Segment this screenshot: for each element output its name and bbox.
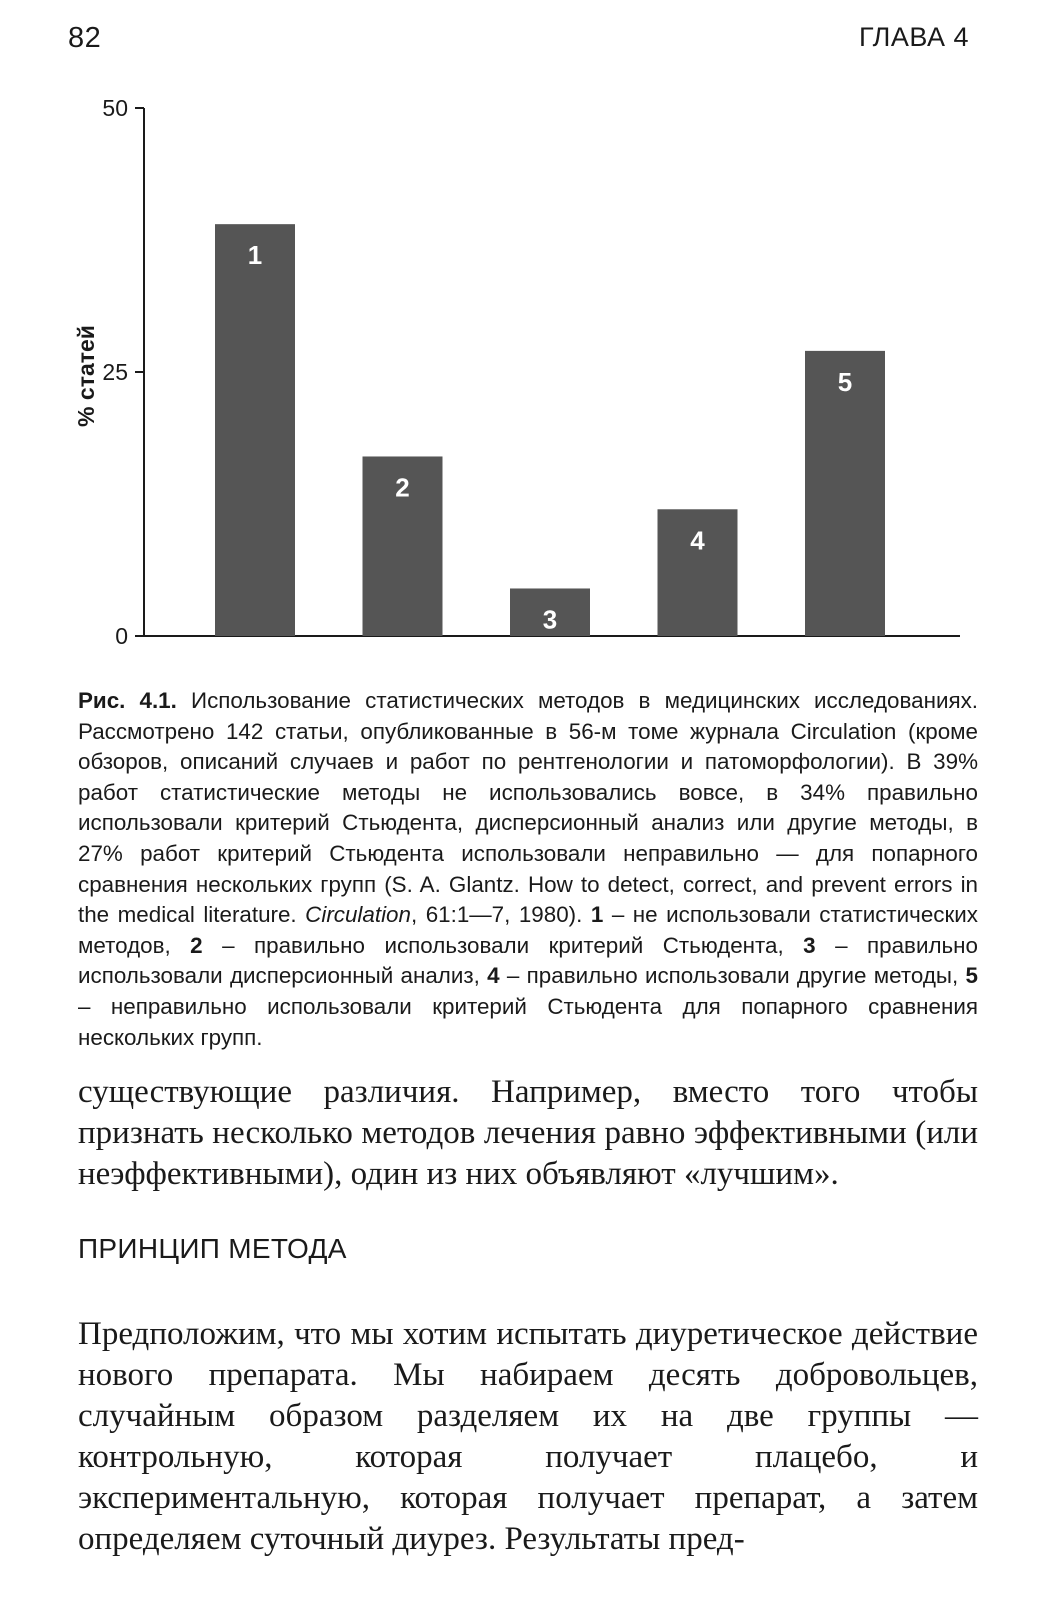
bar-label-5: 5 [837, 366, 853, 397]
bar-label-2: 2 [395, 472, 410, 503]
bar-1 [215, 224, 295, 636]
page-number: 82 [68, 22, 102, 54]
chart-bars [215, 224, 885, 636]
legend-key-1: 1 [590, 902, 604, 928]
legend-key-3: 3 [803, 932, 816, 958]
caption-journal: Circulation [305, 902, 411, 928]
body-paragraph-1: существующие различия. Например, вместо того чтобы признать несколько методов лечения равно эффективными (или неэффективными), один из них объявляют «лучшим». [78, 1074, 978, 1192]
bar-label-3: 3 [542, 604, 558, 635]
bar-label-4: 4 [690, 525, 705, 556]
section-heading: ПРИНЦИП МЕТОДА [78, 1233, 347, 1264]
caption-text-2: , 61:1—7, 1980). [410, 902, 591, 928]
legend-text-1: – не использовали статистических методов, [78, 902, 978, 958]
legend-key-2: 2 [190, 932, 203, 958]
legend-text-2: – правильно использовали критерий Стьюдента, [202, 932, 804, 958]
legend-text-3: – правильно использовали дисперсионный анализ, [78, 932, 978, 989]
bar-chart [60, 90, 970, 655]
body-paragraph-2: Предположим, что мы хотим испытать диуретическое действие нового препарата. Мы набираем десять добровольцев, случайным образом разделяем их на две группы — контрольную, которая получает плацебо, и экспериментальную, которая получает препарат, а затем определяем суточный диурез. Результаты пред- [78, 1316, 978, 1557]
bar-label-1: 1 [247, 240, 263, 271]
legend-key-5: 5 [965, 963, 978, 989]
chapter-header: ГЛАВА 4 [859, 22, 969, 52]
y-tick-label: 50 [102, 95, 128, 121]
figure-label: Рис. 4.1. [78, 688, 177, 713]
legend-text-5: – неправильно использовали критерий Стьюдента для попарного сравнения нескольких групп. [78, 993, 978, 1050]
y-axis-label: % статей [73, 325, 99, 427]
legend-text-4: – правильно использовали другие методы, [499, 963, 966, 989]
caption-text-1: Использование статистических методов в медицинских исследованиях. Рассмотрено 142 статьи, опубликованные в 56-м томе журнала Circulation (кроме обзоров, описаний случаев и работ по рентгенологии и патоморфологии). В 39% работ статистические методы не использовались вовсе, в 34% правильно использовали критерий Стьюдента, дисперсионный анализ или другие методы, в 27% работ критерий Стьюдента использовали неправильно — для попарного сравнения нескольких групп (S. A. Glantz. How to detect, correct, and prevent errors in the medical literature. [78, 688, 978, 928]
figure-caption [78, 686, 978, 1053]
legend-key-4: 4 [487, 963, 500, 989]
y-tick-label: 25 [102, 359, 128, 385]
y-tick-label: 0 [115, 623, 128, 649]
